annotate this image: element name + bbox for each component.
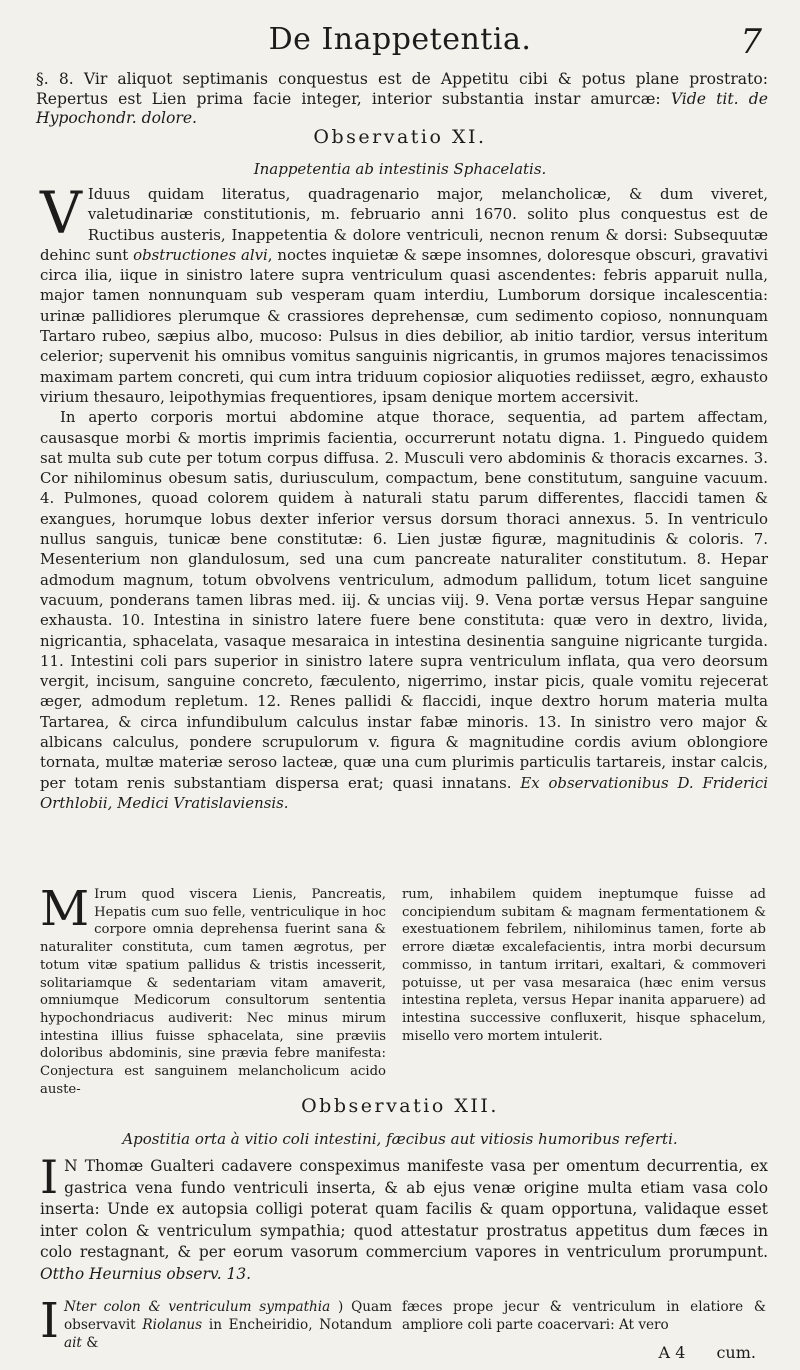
section-8-paragraph (36, 70, 768, 129)
page-header (0, 22, 800, 68)
emphasis-text: ait (63, 1335, 82, 1351)
emphasis-text: Nter colon & ventriculum sympathia (63, 1299, 331, 1315)
scholion-12-left-column (40, 1293, 392, 1352)
observation-11-paragraph-2 (40, 407, 768, 813)
scholion-12-right-column (402, 1298, 766, 1334)
paragraph-text: In aperto corporis mortui abdomine atque thorace, sequentia, ad partem affectam, causasque morbi & mortis imprimis facientia, occurrerunt notatu digna. 1. Pinguedo quidem sat multa sub cute per totum corpus diffusa. 2. Musculi vero abdominis & thoracis excarnes. 3. Cor nihilominus obesum satis, duriusculum, compactum, bene constitutum, sanguine vacuum. 4. Pulmones, quoad colorem quidem à naturali statu parum differentes, flaccidi tamen & exangues, horumque lobus dexter inferior versus dorsum thoraci annexus. 5. In ventriculo nullus sanguis, tunicæ bene constitutæ: 6. Lien justæ figuræ, magnitudinis & coloris. 7. Mesenterium non glandulosum, sed una cum pancreate naturaliter constitutum. 8. Hepar admodum magnum, totum obvolvens ventriculum, admodum pallidum, totum licet sanguine vacuum, ponderans tamen libras med. iij. & uncias viij. 9. Vena portæ versus Hepar sanguine exhausta. 10. Intestina in sinistro latere fuere bene constituta: quæ vero in dextro, livida, nigricantia, sphacelata, vasaque mesaraica in intestina desinentia sanguine nigricante turgida. 11. Intestini coli pars superior in sinistro latere supra ventriculum inflata, qua vero deorsum vergit, incisum, sanguine concreto, fæculento, nigerrimo, instar picis, quale vomitu rejecerat æger, admodum repletum. 12. Renes pallidi & flaccidi, inque dextro horum materia multa Tartarea, & circa infundibulum calculus instar fabæ minoris. 13. In sinistro vero major & albicans calculus, pondere scrupulorum v. figura & magnitudine cordis avium oblongiore tornata, multæ materiæ seroso lacteæ, quæ una cum plurimis particulis tartareis, instar calcis, per totam renis substantiam dispersa erat; quasi innatans. (40, 408, 768, 792)
scholion-11-left-column (40, 881, 386, 1098)
paragraph-text: N Thomæ Gualteri cadavere conspeximus manifeste vasa per omentum decurrentia, ex gastrica vena fundo ventriculi inserta, & ab ejus venæ origine multa etiam vasa colo inserta: Unde ex autopsia colligi poterat quam facilis & quam opportuna, validaque esset inter colon & ventriculum sympathia; quod attestatur prostratus appetitus dum fæces in colo restagnant, & per eorum vasorum commercium vapores in ventriculum prorumpunt. (40, 1157, 768, 1261)
column-text: ) Quam observavit (63, 1299, 392, 1333)
observation-12-subtitle: Apostitia orta à vitio coli intestini, fæcibus aut vitiosis humoribus referti. (122, 1130, 678, 1148)
observation-11-heading: Observatio XI. (313, 126, 487, 148)
observation-12-heading: Obbservatio XII. (301, 1095, 499, 1117)
dropcap-letter: M (40, 881, 90, 937)
page-title: De Inappetentia. (268, 22, 532, 57)
section-8-text: §. 8. Vir aliquot septimanis conquestus est de Appetitu cibi & potus plane prostrato: Repertus est Lien prima facie integer, interior substantia instar amurcæ: (36, 70, 768, 108)
observation-12-body (40, 1150, 768, 1285)
column-text: rum, inhabilem quidem ineptumque fuisse ad concipiendum subitam & magnam fermentationem & exestuationem febrilem, nihilominus tamen, forte ab errore diætæ excalefacientis, intra morbi decursum commisso, in tantum irritari, exaltari, & commoveri potuisse, ut per vasa mesaraica (hæc enim versus intestina repleta, versus Hepar inanita apparuere) ad intestina successive confluxerit, hisque sphacelum, misello vero mortem intulerit. (402, 887, 766, 1044)
emphasis-text: Riolanus (142, 1317, 203, 1333)
section-8-reference: Vide tit. de Hypochondr. dolore. (36, 89, 768, 127)
observation-12-source: Ottho Heurnius observ. 13. (40, 1264, 252, 1283)
observation-11-source: Ex observationibus D. Friderici Orthlobii, Medici Vratislaviensis. (40, 773, 768, 812)
observation-11-subtitle: Inappetentia ab intestinis Sphacelatis. (253, 160, 547, 178)
emphasis-text: obstructiones alvi (133, 245, 268, 264)
page-number: 7 (740, 22, 762, 62)
signature-mark: A 4 (658, 1343, 686, 1362)
dropcap-letter: I (40, 1150, 59, 1204)
dropcap-letter: V (40, 179, 82, 247)
catchword: cum. (716, 1343, 756, 1362)
paragraph-text: Iduus quidam literatus, quadragenario major, melancholicæ, & dum viveret, valetudinariæ constitutionis, m. februario anni 1670. solito plus conquestus est de Ructibus austeris, Inappetentia & dolore ventriculi, necnon renum & dorsi: Subsequutæ dehinc sunt (40, 185, 768, 264)
column-text: Irum quod viscera Lienis, Pancreatis, Hepatis cum suo felle, ventriculique in hoc corpore omnia deprehensa fuerint sana & naturaliter constituta, cum tamen ægrotus, per totum vitæ spatium pallidus & tristis incesserit, solitariamque & sedentariam vitam amaverit, omniumque Medicorum consultorum sententia hypochondriacus audiverit: Nec minus mirum intestina illius fuisse sphacelata, sine præviis doloribus abdominis, sine prævia febre manifesta: Conjectura est sanguinem melancholicum acido auste- (40, 887, 386, 1097)
page-footer (659, 1343, 756, 1362)
dropcap-letter: I (40, 1293, 59, 1349)
observation-11-paragraph-1 (40, 179, 768, 407)
column-text: in Encheiridio, Notandum (208, 1317, 392, 1333)
column-text: & (86, 1335, 99, 1351)
column-text: fæces prope jecur & ventriculum in elatiore & ampliore coli parte coacervari: At vero (402, 1299, 766, 1333)
scholion-11-right-column (402, 886, 766, 1045)
observation-11-body (40, 179, 768, 813)
paragraph-text: , noctes inquietæ & sæpe insomnes, doloresque obscuri, gravativi circa ilia, iique in sinistro latere supra ventriculum quasi ascendentes: febris apparuit nulla, major tamen nonnunquam sub vesperam quam interdiu, Lumborum dorsique incalescentia: urinæ pallidiores plerumque & crassiores deprehensæ, cum sedimento copioso, nonnunquam Tartaro rubeo, sæpius albo, mucoso: Pulsus in dies debilior, ab initio tardior, versus interitum celerior; supervenit his omnibus vomitus sanguinis nigricantis, in grumos majores tenacissimos maximam partem concreti, qui cum intra triduum copiosior aliquoties rediisset, ægro, exhausto virium thesauro, leipothymias frequentiores, ipsam denique mortem accersivit. (40, 245, 768, 406)
